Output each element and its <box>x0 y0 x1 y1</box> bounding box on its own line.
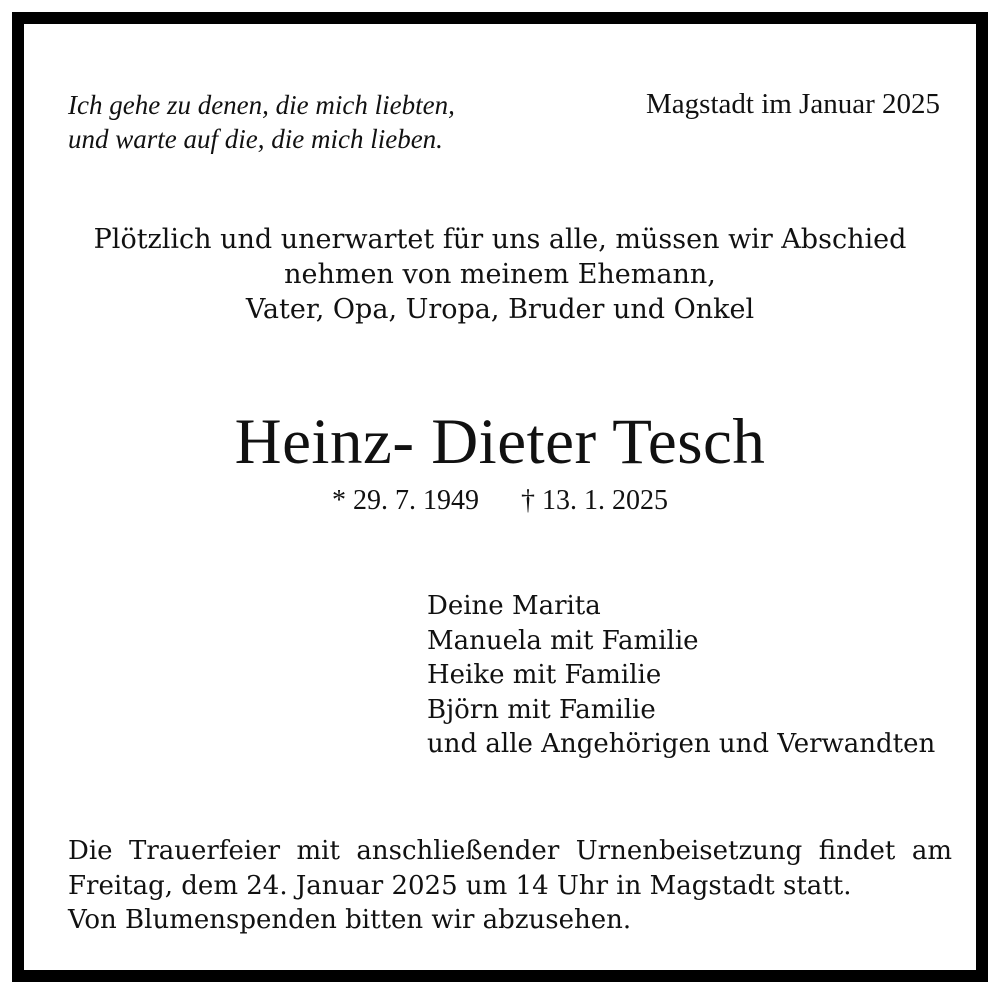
mourners-list <box>427 589 935 762</box>
intro-line: Vater, Opa, Uropa, Bruder und Onkel <box>245 294 755 325</box>
obituary-frame <box>12 12 988 982</box>
funeral-notice <box>68 834 952 938</box>
birth-date: * 29. 7. 1949 <box>332 485 479 516</box>
notice-line: Die Trauerfeier mit anschließender Urnenbeisetzung findet am <box>68 836 952 866</box>
notice-line: Von Blumenspenden bitten wir abzusehen. <box>68 905 632 935</box>
life-dates <box>24 484 976 518</box>
deceased-name: Heinz- Dieter Tesch <box>234 406 766 478</box>
mourner: Heike mit Familie <box>427 660 662 690</box>
mourner: und alle Angehörigen und Verwandten <box>427 729 936 759</box>
motto-line: und warte auf die, die mich lieben. <box>68 124 443 154</box>
intro-line: Plötzlich und unerwartet für uns alle, müssen wir Abschied <box>93 224 907 255</box>
intro-text <box>24 222 976 327</box>
death-date: † 13. 1. 2025 <box>521 485 668 516</box>
motto-line: Ich gehe zu denen, die mich liebten, <box>68 90 455 120</box>
intro-line: nehmen von meinem Ehemann, <box>284 259 716 290</box>
motto-quote <box>68 88 455 156</box>
notice-line: Freitag, dem 24. Januar 2025 um 14 Uhr in Magstadt statt. <box>68 870 852 901</box>
mourner: Deine Marita <box>427 591 601 621</box>
mourner: Manuela mit Familie <box>427 625 699 656</box>
mourner: Björn mit Familie <box>427 694 656 725</box>
place-date: Magstadt im Januar 2025 <box>646 88 940 120</box>
